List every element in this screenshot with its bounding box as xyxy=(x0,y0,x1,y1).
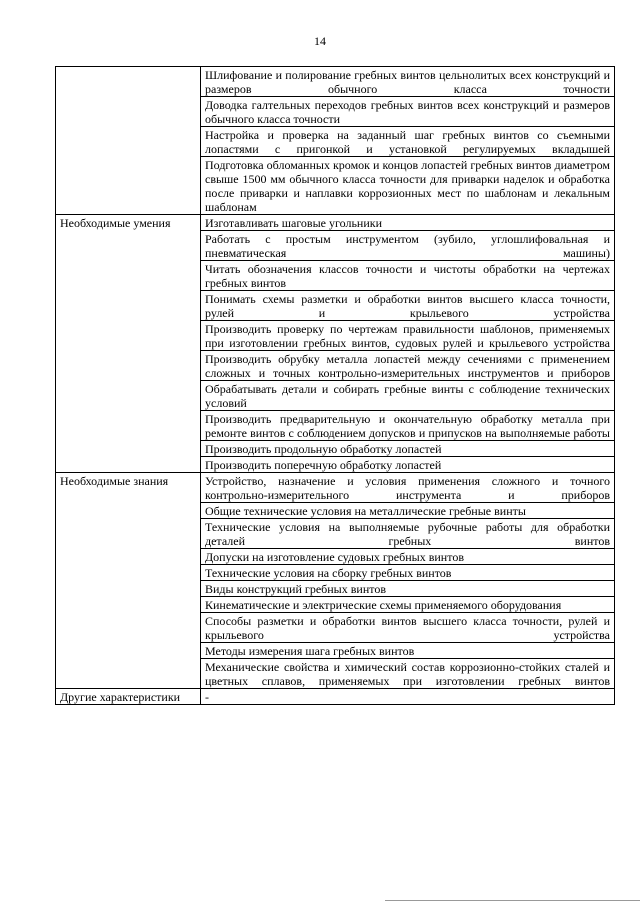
scan-artifact-line xyxy=(385,900,640,901)
competency-table xyxy=(55,66,615,705)
requirement-item: Механические свойства и химический состав коррозионно-стойких сталей и цветных сплавов, применяемых при изготовлении гребных винтов xyxy=(201,659,615,689)
section-label: Необходимые знания xyxy=(56,473,201,689)
page-number: 14 xyxy=(314,34,326,48)
requirement-item: Производить продольную обработку лопастей xyxy=(201,441,615,457)
requirement-item: Виды конструкций гребных винтов xyxy=(201,581,615,597)
requirement-item: Обрабатывать детали и собирать гребные винты с соблюдение технических условий xyxy=(201,381,615,411)
requirement-item: Подготовка обломанных кромок и концов лопастей гребных винтов диаметром свыше 1500 мм обычного класса точности для приварки наделок и обработка после приварки и наплавки коррозионных мест по шаблонам и лекальным шаблонам xyxy=(201,157,615,215)
table-row xyxy=(56,689,615,705)
section-label xyxy=(56,67,201,215)
requirement-item: Производить поперечную обработку лопастей xyxy=(201,457,615,473)
requirement-item: Шлифование и полирование гребных винтов цельнолитых всех конструкций и размеров обычного класса точности xyxy=(201,67,615,97)
requirement-item: Работать с простым инструментом (зубило, углошлифовальная и пневматическая машины) xyxy=(201,231,615,261)
table-row xyxy=(56,67,615,97)
requirement-item: Технические условия на сборку гребных винтов xyxy=(201,565,615,581)
requirement-item: Доводка галтельных переходов гребных винтов всех конструкций и размеров обычного класса точности xyxy=(201,97,615,127)
requirement-item: Способы разметки и обработки винтов высшего класса точности, рулей и крыльевого устройства xyxy=(201,613,615,643)
requirement-item: Допуски на изготовление судовых гребных винтов xyxy=(201,549,615,565)
requirement-item: Устройство, назначение и условия применения сложного и точного контрольно-измерительного инструмента и приборов xyxy=(201,473,615,503)
requirement-item: Настройка и проверка на заданный шаг гребных винтов со съемными лопастями с пригонкой и установкой регулируемых вкладышей xyxy=(201,127,615,157)
requirement-item: Общие технические условия на металлические гребные винты xyxy=(201,503,615,519)
table-row xyxy=(56,215,615,231)
requirement-item: Производить проверку по чертежам правильности шаблонов, применяемых при изготовлении гребных винтов, судовых рулей и крыльевого устройства xyxy=(201,321,615,351)
requirement-item: Производить предварительную и окончательную обработку металла при ремонте винтов с соблюдением допусков и припусков на выполняемые работы xyxy=(201,411,615,441)
requirement-item: Технические условия на выполняемые рубочные работы для обработки деталей гребных винтов xyxy=(201,519,615,549)
requirement-item: Методы измерения шага гребных винтов xyxy=(201,643,615,659)
table-row xyxy=(56,473,615,503)
requirement-item: Читать обозначения классов точности и чистоты обработки на чертежах гребных винтов xyxy=(201,261,615,291)
section-label: Необходимые умения xyxy=(56,215,201,473)
requirement-item: Понимать схемы разметки и обработки винтов высшего класса точности, рулей и крыльевого устройства xyxy=(201,291,615,321)
requirement-item: - xyxy=(201,689,615,705)
requirement-item: Изготавливать шаговые угольники xyxy=(201,215,615,231)
requirement-item: Производить обрубку металла лопастей между сечениями с применением сложных и точных контрольно-измерительных инструментов и приборов xyxy=(201,351,615,381)
requirement-item: Кинематические и электрические схемы применяемого оборудования xyxy=(201,597,615,613)
section-label: Другие характеристики xyxy=(56,689,201,705)
